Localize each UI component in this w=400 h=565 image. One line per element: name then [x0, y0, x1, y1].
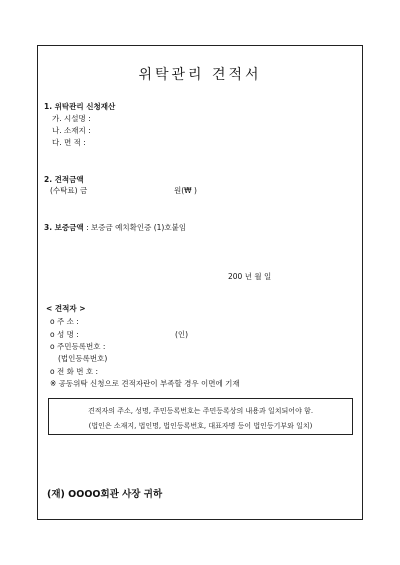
estimator-resident-no: o 주민등록번호 :: [50, 342, 106, 351]
fee-amount-won: 원(₩ ): [174, 186, 197, 195]
seal-mark: (인): [175, 330, 189, 339]
section1-heading: 1. 위탁관리 신청재산: [44, 102, 116, 111]
section3-detail: : 보증금 예치확인증 (1)호붙임: [86, 223, 187, 232]
facility-name-label: 가. 시설명 :: [52, 114, 91, 123]
estimator-remark: ※ 공동위탁 신청으로 견적자란이 부족할 경우 이면에 기재: [50, 379, 240, 388]
section3-heading: 3. 보증금액: [44, 223, 84, 232]
notice-line-1: 견적자의 주소, 성명, 주민등록번호는 주민등록상의 내용과 일치되어야 함.: [87, 407, 314, 415]
notice-line-2: (법인은 소재지, 법인명, 법인등록번호, 대표자명 등이 법인등기부와 일치): [88, 422, 313, 430]
document-title: 위탁관리 견적서: [138, 67, 262, 83]
notice-box: [48, 398, 353, 435]
document-frame: [37, 45, 363, 520]
location-label: 나. 소재지 :: [52, 126, 91, 135]
section3-line: [44, 224, 186, 232]
estimator-phone: o 전 화 번 호 :: [50, 367, 99, 376]
area-label: 다. 면 적 :: [52, 138, 86, 147]
estimator-heading: < 견적자 >: [46, 304, 86, 313]
fee-amount-label: (수탁료) 금: [50, 186, 88, 195]
estimator-corp-no: (법인등록번호): [58, 354, 108, 363]
estimator-name: o 성 명 :: [50, 330, 79, 339]
section2-heading: 2. 견적금액: [44, 175, 84, 184]
date-line: 200 년 월 일: [228, 272, 272, 281]
estimator-address: o 주 소 :: [50, 317, 79, 326]
addressee: (재) OOOO회관 사장 귀하: [47, 489, 163, 500]
